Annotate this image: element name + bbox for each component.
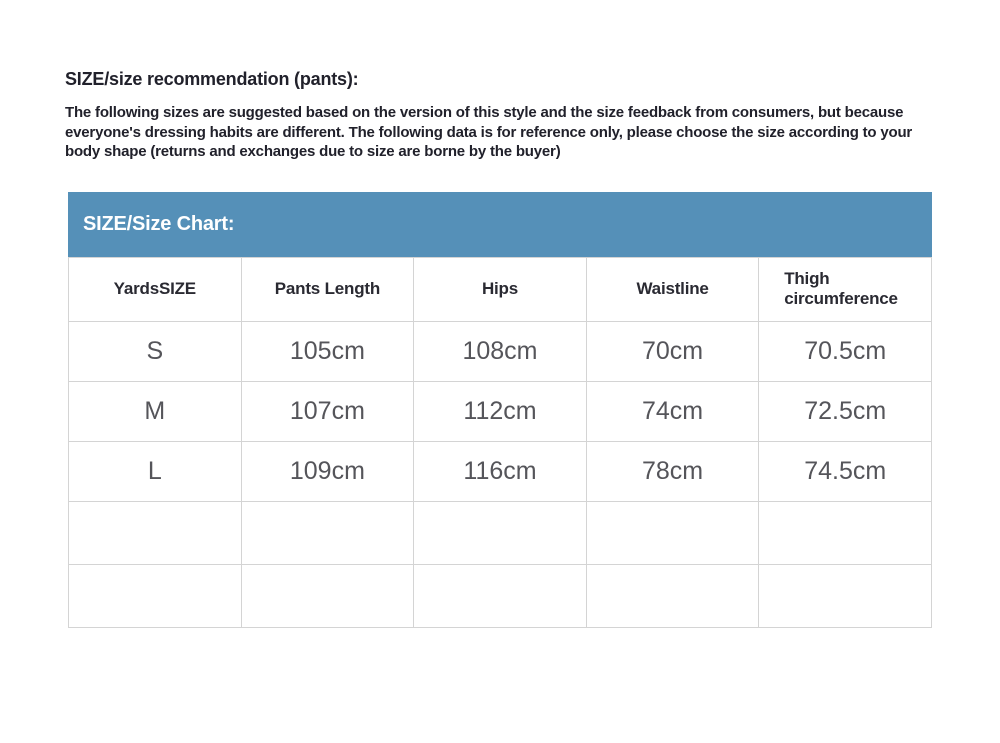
cell-pants-length: 109cm xyxy=(241,441,414,501)
cell-size: S xyxy=(69,321,242,381)
cell-hips: 112cm xyxy=(414,381,587,441)
cell-hips: 116cm xyxy=(414,441,587,501)
cell-thigh: 72.5cm xyxy=(759,381,932,441)
cell-pants-length xyxy=(241,501,414,564)
cell-size: M xyxy=(69,381,242,441)
table-header xyxy=(69,257,932,321)
cell-hips xyxy=(414,564,587,627)
col-header-yards-size: YardsSIZE xyxy=(69,257,242,321)
cell-pants-length xyxy=(241,564,414,627)
col-header-hips: Hips xyxy=(414,257,587,321)
cell-waistline xyxy=(586,501,759,564)
table-header-row xyxy=(69,257,932,321)
cell-waistline: 78cm xyxy=(586,441,759,501)
col-header-pants-length: Pants Length xyxy=(241,257,414,321)
table-row-empty xyxy=(69,501,932,564)
cell-hips xyxy=(414,501,587,564)
table-row xyxy=(69,441,932,501)
size-chart-table xyxy=(68,257,932,628)
col-header-thigh-circumference: Thigh circumference xyxy=(759,257,932,321)
cell-size xyxy=(69,564,242,627)
cell-thigh xyxy=(759,501,932,564)
cell-thigh: 70.5cm xyxy=(759,321,932,381)
cell-size xyxy=(69,501,242,564)
table-row xyxy=(69,321,932,381)
cell-hips: 108cm xyxy=(414,321,587,381)
cell-waistline: 74cm xyxy=(586,381,759,441)
cell-thigh: 74.5cm xyxy=(759,441,932,501)
size-chart-header-bar xyxy=(68,192,932,257)
table-body xyxy=(69,321,932,627)
size-recommendation-document xyxy=(0,69,1000,628)
size-chart-title: SIZE/Size Chart: xyxy=(83,212,235,235)
cell-waistline: 70cm xyxy=(586,321,759,381)
col-header-waistline: Waistline xyxy=(586,257,759,321)
cell-waistline xyxy=(586,564,759,627)
table-row-empty xyxy=(69,564,932,627)
page-title: SIZE/size recommendation (pants): xyxy=(65,69,359,89)
size-description: The following sizes are suggested based on the version of this style and the size feedback from consumers, but because everyone's dressing habits are different. The following data is for reference only, please choose the size according to your body shape (returns and exchanges due to size are borne by the buyer) xyxy=(65,104,913,160)
cell-size: L xyxy=(69,441,242,501)
table-row xyxy=(69,381,932,441)
cell-pants-length: 107cm xyxy=(241,381,414,441)
cell-pants-length: 105cm xyxy=(241,321,414,381)
cell-thigh xyxy=(759,564,932,627)
